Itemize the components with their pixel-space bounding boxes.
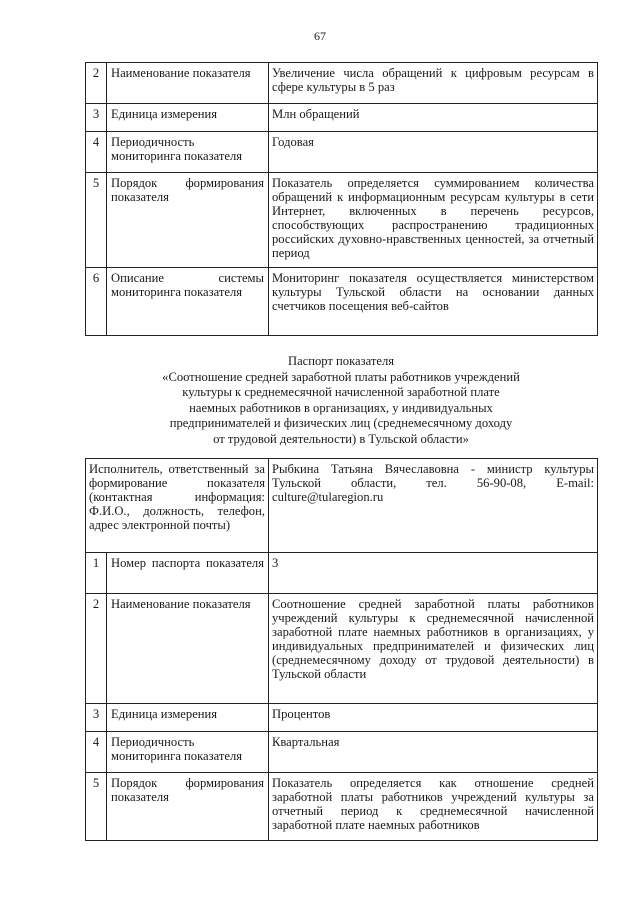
row-label: Наименование показателя: [107, 594, 269, 704]
row-number: 4: [86, 732, 107, 773]
row-number: 4: [86, 132, 107, 173]
passport-title-line: «Соотношение средней заработной платы работников учреждений: [162, 369, 520, 384]
table-row: [86, 704, 598, 732]
passport-title-line: культуры к среднемесячной начисленной заработной плате: [182, 385, 500, 399]
passport-title-line: предпринимателей и физических лиц (среднемесячному доходу: [169, 416, 513, 430]
row-value: 3: [269, 553, 598, 594]
table-row: [86, 459, 598, 553]
executor-label: Исполнитель, ответственный за формирование показателя (контактная информация: Ф.И.О., должность, телефон, адрес электронной почты): [86, 459, 269, 553]
table-row: [86, 132, 598, 173]
row-value: Показатель определяется суммированием количества обращений к информационным ресурсам культуры в сети Интернет, включенных в перечень ресурсов, способствующих распространению традиционных российских духовно-нравственных ценностей, за отчетный период: [269, 173, 598, 268]
passport-title-line: наемных работников в организациях, у индивидуальных: [189, 400, 493, 415]
table-row: [86, 173, 598, 268]
row-label: Номер паспорта показателя: [107, 553, 269, 594]
row-number: 1: [86, 553, 107, 594]
table-row: [86, 553, 598, 594]
row-label: Единица измерения: [107, 104, 269, 132]
row-label: Единица измерения: [107, 704, 269, 732]
passport-title-line: от трудовой деятельности) в Тульской области»: [213, 431, 469, 446]
indicator-table-2: [85, 458, 598, 841]
row-number: 5: [86, 173, 107, 268]
table-row: [86, 594, 598, 704]
page-number: 67: [314, 29, 326, 43]
row-value: Показатель определяется как отношение средней заработной платы работников учреждений культуры за отчетный период к среднемесячной начисленной заработной плате наемных работников: [269, 773, 598, 841]
row-value: Соотношение средней заработной платы работников учреждений культуры к среднемесячной начисленной заработной плате наемных работников в организациях, у индивидуальных предпринимателей и физических лиц (среднемесячному доходу от трудовой деятельности) в Тульской области: [269, 594, 598, 704]
table-row: [86, 104, 598, 132]
row-number: 2: [86, 594, 107, 704]
table-row: [86, 63, 598, 104]
row-number: 6: [86, 268, 107, 336]
passport-heading: Паспорт показателя: [287, 354, 395, 368]
table-row: [86, 773, 598, 841]
row-label: Периодичность мониторинга показателя: [107, 132, 269, 173]
row-value: Квартальная: [269, 732, 598, 773]
row-value: Процентов: [269, 704, 598, 732]
row-label: Наименование показателя: [107, 63, 269, 104]
row-value: Увеличение числа обращений к цифровым ресурсам в сфере культуры в 5 раз: [269, 63, 598, 104]
row-label: Описание системы мониторинга показателя: [107, 268, 269, 336]
row-number: 2: [86, 63, 107, 104]
table-row: [86, 268, 598, 336]
row-number: 3: [86, 704, 107, 732]
row-value: Млн обращений: [269, 104, 598, 132]
table-row: [86, 732, 598, 773]
passport-title-block: [85, 354, 597, 447]
row-label: Порядок формирования показателя: [107, 173, 269, 268]
row-value: Мониторинг показателя осуществляется министерством культуры Тульской области на основании данных счетчиков посещения веб-сайтов: [269, 268, 598, 336]
row-number: 3: [86, 104, 107, 132]
row-number: 5: [86, 773, 107, 841]
row-label: Порядок формирования показателя: [107, 773, 269, 841]
indicator-table-1: [85, 62, 598, 336]
executor-value: Рыбкина Татьяна Вячеславовна - министр культуры Тульской области, тел. 56-90-08, E-mail: culture@tularegion.ru: [269, 459, 598, 553]
row-value: Годовая: [269, 132, 598, 173]
row-label: Периодичность мониторинга показателя: [107, 732, 269, 773]
